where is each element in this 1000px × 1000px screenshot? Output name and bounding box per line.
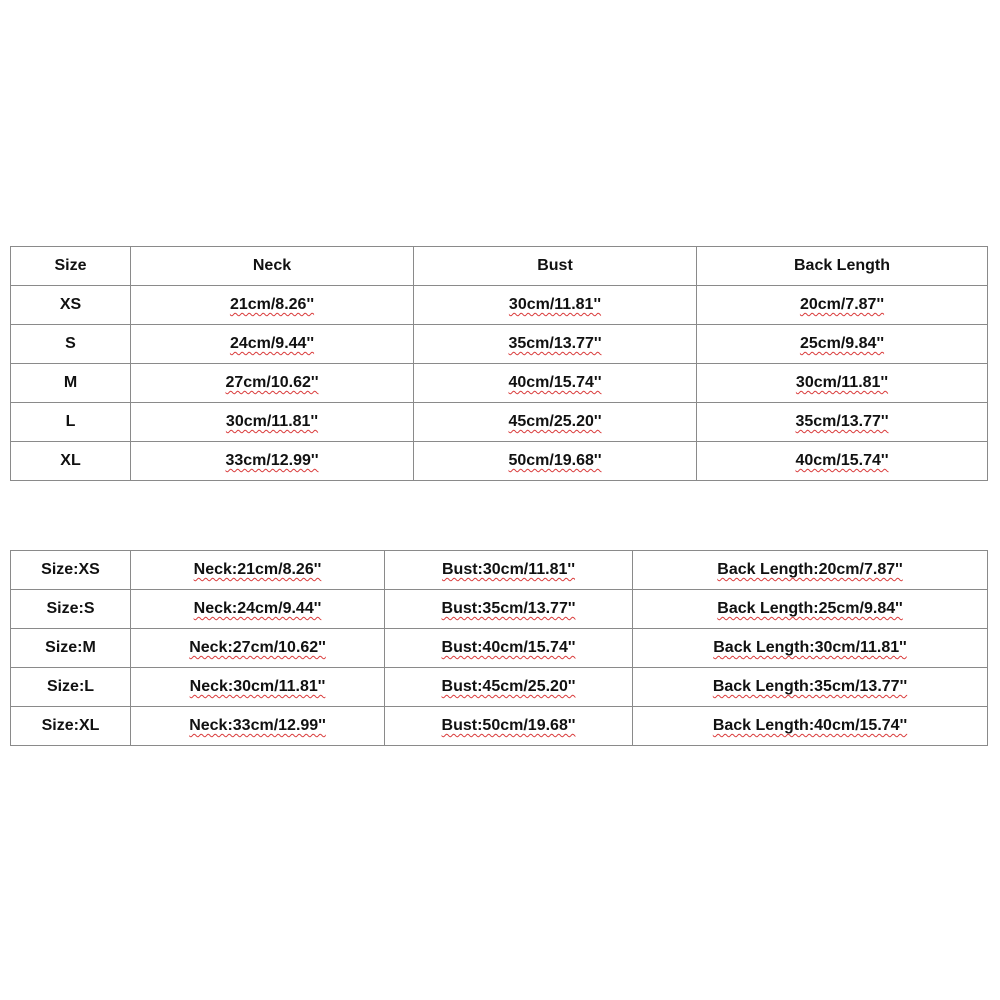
back-length-cell <box>697 364 988 403</box>
neck-cell <box>131 364 414 403</box>
bust-value: Bust:45cm/25.20'' <box>441 678 576 695</box>
back-length-value: Back Length:35cm/13.77'' <box>712 678 908 695</box>
neck-cell <box>131 403 414 442</box>
back-length-value: 20cm/7.87'' <box>799 296 885 313</box>
column-header-neck: Neck <box>131 247 414 286</box>
bust-value: 45cm/25.20'' <box>508 413 602 430</box>
back-length-cell <box>633 551 988 590</box>
back-length-value: 30cm/11.81'' <box>795 374 889 391</box>
bust-value: 30cm/11.81'' <box>508 296 602 313</box>
size-cell: Size:XL <box>11 707 131 746</box>
bust-value: 50cm/19.68'' <box>508 452 602 469</box>
table-row <box>11 364 988 403</box>
table-row <box>11 403 988 442</box>
back-length-cell <box>633 629 988 668</box>
size-cell: Size:M <box>11 629 131 668</box>
bust-cell <box>385 668 633 707</box>
size-cell: S <box>11 325 131 364</box>
bust-cell <box>414 286 697 325</box>
bust-value: 40cm/15.74'' <box>508 374 602 391</box>
size-chart-table <box>10 246 988 481</box>
neck-cell <box>131 629 385 668</box>
table-row <box>11 668 988 707</box>
back-length-cell <box>697 286 988 325</box>
neck-cell <box>131 551 385 590</box>
bust-value: Bust:35cm/13.77'' <box>441 600 576 617</box>
bust-cell <box>414 325 697 364</box>
size-cell: Size:S <box>11 590 131 629</box>
size-cell: Size:XS <box>11 551 131 590</box>
back-length-value: Back Length:25cm/9.84'' <box>717 600 903 617</box>
bust-cell <box>385 707 633 746</box>
back-length-value: 25cm/9.84'' <box>799 335 885 352</box>
neck-value: Neck:24cm/9.44'' <box>193 600 322 617</box>
table-row <box>11 551 988 590</box>
bust-cell <box>414 403 697 442</box>
bust-cell <box>414 442 697 481</box>
table-row <box>11 442 988 481</box>
bust-cell <box>414 364 697 403</box>
neck-cell <box>131 590 385 629</box>
neck-cell <box>131 286 414 325</box>
table-header-row <box>11 247 988 286</box>
neck-value: Neck:27cm/10.62'' <box>189 639 326 656</box>
back-length-cell <box>697 403 988 442</box>
back-length-value: 35cm/13.77'' <box>795 413 889 430</box>
table-row <box>11 707 988 746</box>
back-length-cell <box>633 668 988 707</box>
bust-value: Bust:40cm/15.74'' <box>441 639 576 656</box>
back-length-value: 40cm/15.74'' <box>795 452 889 469</box>
bust-value: 35cm/13.77'' <box>508 335 602 352</box>
neck-value: Neck:33cm/12.99'' <box>189 717 326 734</box>
neck-value: 33cm/12.99'' <box>225 452 319 469</box>
neck-value: Neck:21cm/8.26'' <box>193 561 322 578</box>
size-cell: XL <box>11 442 131 481</box>
size-cell: Size:L <box>11 668 131 707</box>
table-row <box>11 286 988 325</box>
table-row <box>11 629 988 668</box>
column-header-back-length: Back Length <box>697 247 988 286</box>
bust-cell <box>385 551 633 590</box>
neck-cell <box>131 707 385 746</box>
bust-cell <box>385 629 633 668</box>
back-length-value: Back Length:40cm/15.74'' <box>712 717 908 734</box>
neck-value: 24cm/9.44'' <box>229 335 315 352</box>
bust-value: Bust:30cm/11.81'' <box>441 561 575 578</box>
bust-cell <box>385 590 633 629</box>
neck-value: 30cm/11.81'' <box>225 413 319 430</box>
back-length-value: Back Length:20cm/7.87'' <box>717 561 903 578</box>
size-detail-table <box>10 550 988 746</box>
back-length-cell <box>697 442 988 481</box>
back-length-value: Back Length:30cm/11.81'' <box>713 639 907 656</box>
neck-value: 21cm/8.26'' <box>229 296 315 313</box>
back-length-cell <box>633 590 988 629</box>
column-header-size: Size <box>11 247 131 286</box>
bust-value: Bust:50cm/19.68'' <box>441 717 576 734</box>
neck-cell <box>131 442 414 481</box>
size-cell: XS <box>11 286 131 325</box>
neck-cell <box>131 668 385 707</box>
back-length-cell <box>697 325 988 364</box>
column-header-bust: Bust <box>414 247 697 286</box>
size-cell: L <box>11 403 131 442</box>
neck-value: Neck:30cm/11.81'' <box>189 678 326 695</box>
neck-cell <box>131 325 414 364</box>
neck-value: 27cm/10.62'' <box>225 374 319 391</box>
table-row <box>11 590 988 629</box>
table-row <box>11 325 988 364</box>
size-cell: M <box>11 364 131 403</box>
back-length-cell <box>633 707 988 746</box>
